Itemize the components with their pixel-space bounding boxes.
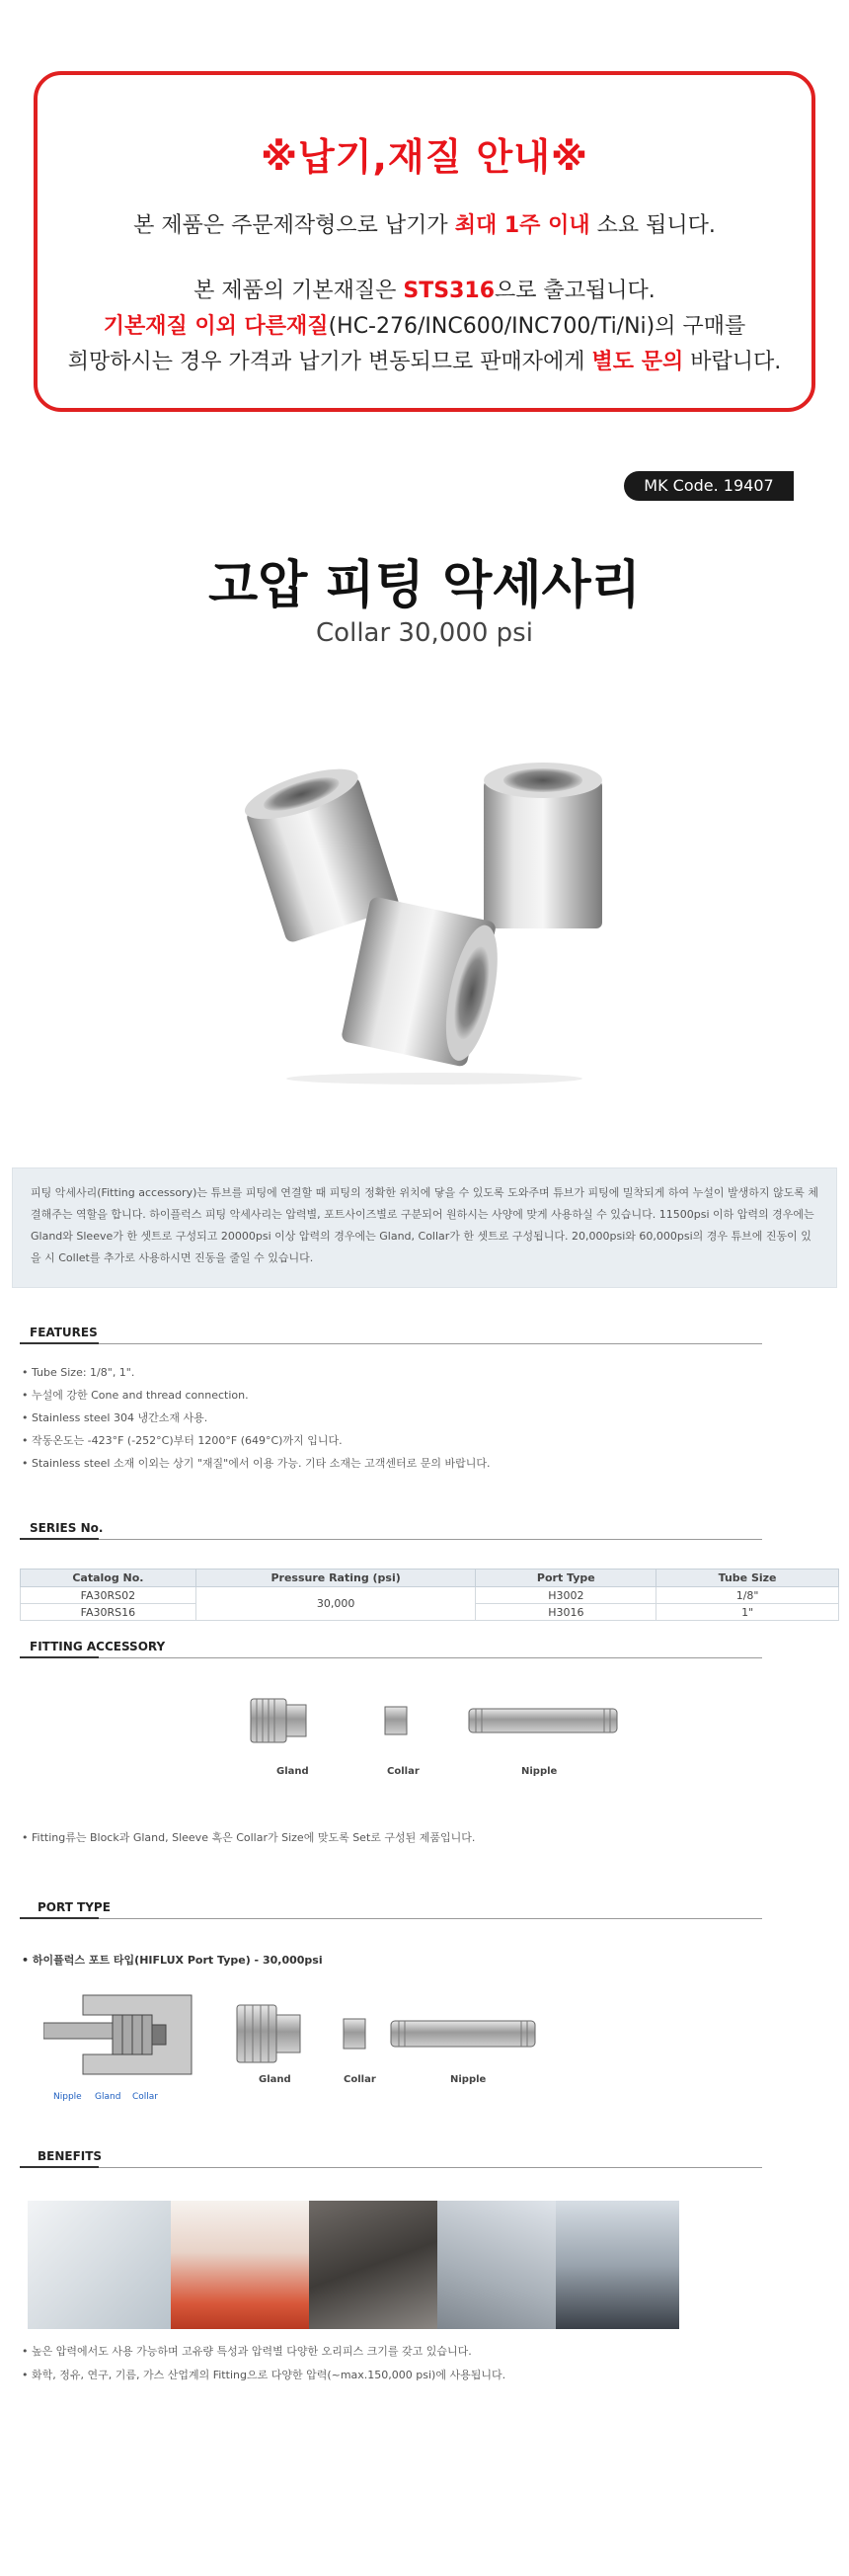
gland-part: [251, 1699, 306, 1742]
collar-label: Collar: [387, 1766, 420, 1777]
notice-text: 바랍니다.: [683, 350, 782, 374]
oil-rig-photo: [556, 2201, 679, 2329]
chemistry-photo: [171, 2201, 309, 2329]
section-accent: [20, 1342, 99, 1344]
lab-photo: [28, 2201, 171, 2329]
gland-label: Gland: [276, 1766, 309, 1777]
section-divider: [20, 1539, 762, 1540]
benefit-item: • 화학, 정유, 연구, 기름, 가스 산업계의 Fitting으로 다양한 압력(~max.150,000 psi)에 사용됩니다.: [22, 2367, 505, 2382]
table-header: Pressure Rating (psi): [195, 1570, 476, 1587]
notice-highlight: 최대 1주 이내: [454, 213, 590, 238]
collar-right: [484, 763, 602, 928]
notice-highlight: 별도 문의: [591, 350, 684, 374]
benefits-heading: BENEFITS: [38, 2149, 103, 2163]
notice-line-3: [38, 309, 811, 345]
section-accent: [20, 1538, 99, 1540]
table-cell: FA30RS02: [21, 1587, 196, 1604]
assembly-label-gland: Gland: [95, 2092, 121, 2102]
mk-code-badge: MK Code. 19407: [624, 471, 794, 501]
description-box: 피팅 악세사리(Fitting accessory)는 튜브를 피팅에 연결할 때 피팅의 정확한 위치에 닿을 수 있도록 도와주며 튜브가 피팅에 밀착되게 하여 누설이 발생하지 않도록 체결해주는 역할을 합니다. 하이플럭스 피팅 악세사리는 압력별, 포트사이즈별로 구분되어 원하시는 사양에 맞게 사용하실 수 있습니다. 11500psi 이하 압력의 경우에는 Gland와 Sleeve가 한 셋트로 구성되고 20000psi 이상 압력의 경우에는 Gland, Collar가 한 셋트로 구성됩니다. 20,000psi와 60,000psi의 경우 튜브에 진동이 있을 시 Collet를 추가로 사용하시면 진동을 줄일 수 있습니다.: [12, 1167, 837, 1288]
notice-highlight: 기본재질 이외 다른재질: [103, 314, 329, 339]
list-item: • Tube Size: 1/8", 1".: [22, 1361, 490, 1384]
list-item: • 누설에 강한 Cone and thread connection.: [22, 1384, 490, 1407]
table-header: Tube Size: [656, 1570, 839, 1587]
industrial-photo: [309, 2201, 437, 2329]
table-cell: 1/8": [656, 1587, 839, 1604]
section-accent: [20, 1656, 99, 1658]
piping-photo: [437, 2201, 556, 2329]
section-divider: [20, 1918, 762, 1919]
collar-part: [385, 1707, 407, 1734]
collar-front: [341, 896, 508, 1070]
notice-highlight: STS316: [403, 279, 496, 303]
table-row: [21, 1587, 839, 1604]
notice-text: 소요 됩니다.: [589, 213, 716, 238]
fitting-note: • Fitting류는 Block과 Gland, Sleeve 혹은 Collar가 Size에 맞도록 Set로 구성된 제품입니다.: [22, 1829, 475, 1845]
notice-line-2: [38, 274, 811, 309]
port-type-subheading: • 하이플럭스 포트 타입(HIFLUX Port Type) - 30,000psi: [22, 1952, 323, 1968]
table-header: Catalog No.: [21, 1570, 196, 1587]
assembly-label-collar: Collar: [132, 2092, 159, 2102]
notice-title: ※납기,재질 안내※: [261, 135, 588, 179]
table-cell: FA30RS16: [21, 1604, 196, 1621]
section-divider: [20, 1657, 762, 1658]
table-cell: H3002: [476, 1587, 656, 1604]
page-title: 고압 피팅 악세사리: [207, 556, 642, 615]
section-divider: [20, 2167, 762, 2168]
notice-text: 으로 출고됩니다.: [495, 279, 656, 303]
table-cell: H3016: [476, 1604, 656, 1621]
nipple-label: Nipple: [450, 2074, 487, 2085]
collar-part: [344, 2019, 365, 2049]
fitting-accessory-heading: FITTING ACCESSORY: [30, 1640, 166, 1653]
features-heading: FEATURES: [30, 1326, 98, 1339]
page-subtitle: Collar 30,000 psi: [316, 618, 533, 648]
notice-text: 본 제품의 기본재질은: [193, 279, 404, 303]
list-item: • Stainless steel 304 냉간소재 사용.: [22, 1407, 490, 1429]
section-accent: [20, 2166, 99, 2168]
table-header: Port Type: [476, 1570, 656, 1587]
section-accent: [20, 1917, 99, 1919]
notice-line-4: [38, 345, 811, 380]
benefit-item: • 높은 압력에서도 사용 가능하며 고유량 특성과 압력별 다양한 오리피스 크기를 갖고 있습니다.: [22, 2343, 472, 2359]
notice-box: [34, 71, 815, 412]
notice-text: 본 제품은 주문제작형으로 납기가: [133, 213, 455, 238]
section-divider: [20, 1343, 762, 1344]
gland-part: [237, 2005, 300, 2062]
table-cell: 1": [656, 1604, 839, 1621]
assembly-label-nipple: Nipple: [53, 2092, 82, 2102]
port-assembly-diagram: [43, 1985, 211, 2084]
features-list: [22, 1361, 490, 1475]
product-photo: [237, 751, 632, 1087]
fitting-accessory-diagram: [247, 1691, 622, 1750]
series-table: [20, 1569, 839, 1621]
port-type-heading: PORT TYPE: [38, 1900, 111, 1914]
notice-text: 희망하시는 경우 가격과 납기가 변동되므로 판매자에게: [67, 350, 592, 374]
nipple-part: [469, 1709, 617, 1732]
list-item: • 작동온도는 -423°F (-252°C)부터 1200°F (649°C)까지 입니다.: [22, 1429, 490, 1452]
gland-label: Gland: [259, 2074, 291, 2085]
notice-text: (HC-276/INC600/INC700/Ti/Ni)의 구매를: [328, 314, 746, 339]
notice-line-1: [38, 208, 811, 244]
list-item: • Stainless steel 소재 이외는 상기 "재질"에서 이용 가능. 기타 소재는 고객센터로 문의 바랍니다.: [22, 1452, 490, 1475]
nipple-part: [391, 2021, 535, 2047]
table-cell-pressure: 30,000: [195, 1587, 476, 1621]
series-heading: SERIES No.: [30, 1521, 104, 1535]
port-parts-diagram: [233, 1999, 539, 2068]
nipple-label: Nipple: [521, 1766, 558, 1777]
collar-label: Collar: [344, 2074, 376, 2085]
benefits-photo-strip: [28, 2201, 679, 2329]
